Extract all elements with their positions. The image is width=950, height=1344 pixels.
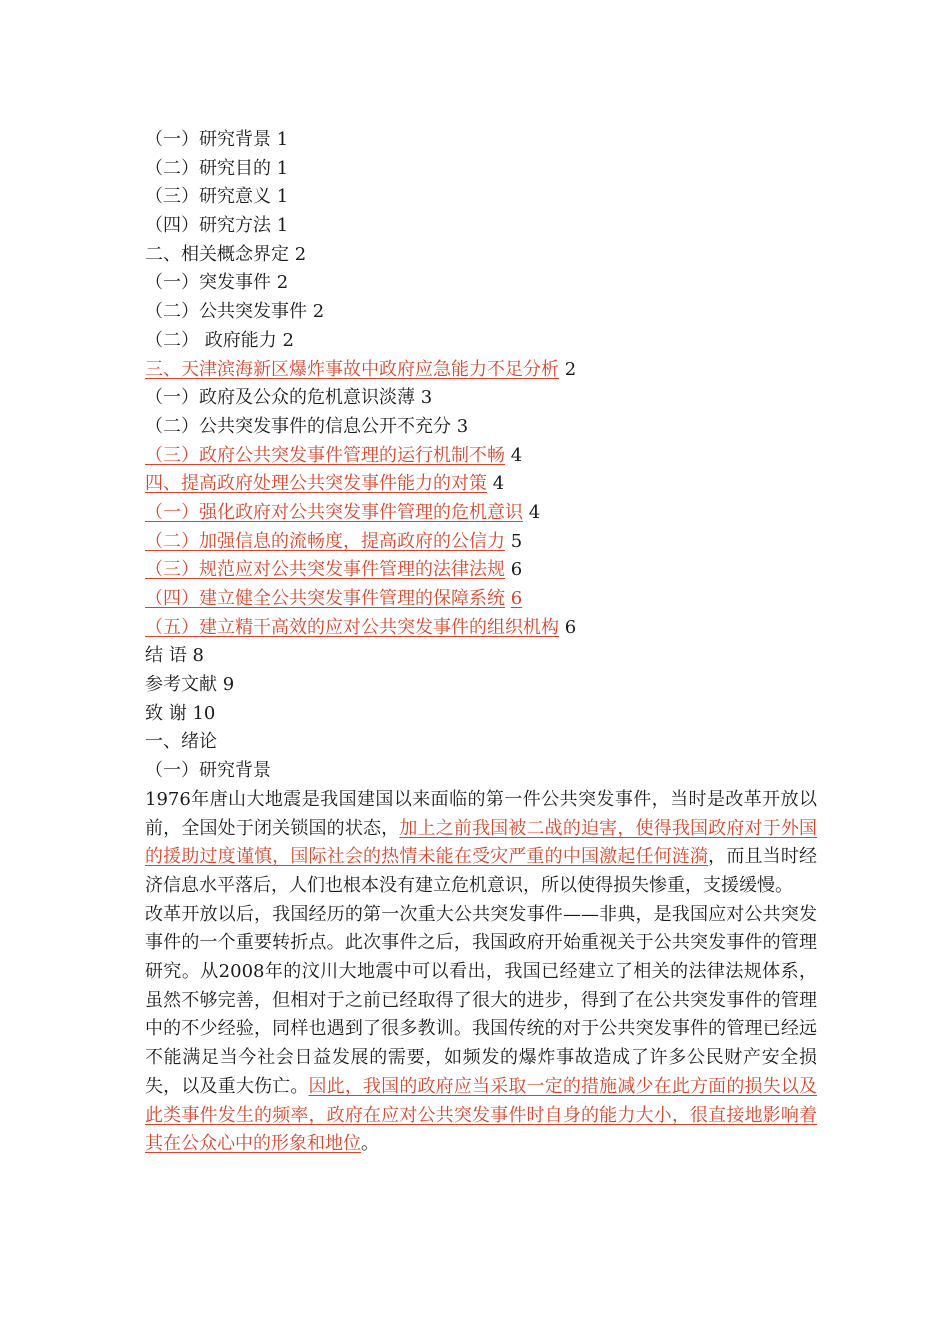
toc-entry[interactable] (145, 528, 817, 557)
body-text (145, 786, 817, 1159)
toc-entry-label: （二）加强信息的流畅度，提高政府的公信力 (145, 530, 505, 552)
toc-entry-page: 2 (276, 272, 289, 294)
toc-entry-page: 1 (276, 186, 289, 208)
toc-entry[interactable] (145, 356, 817, 385)
toc-entry-label: （一）突发事件 (145, 272, 271, 294)
toc-entry[interactable] (145, 700, 817, 729)
toc-entry-label: （三）政府公共突发事件管理的运行机制不畅 (145, 444, 505, 466)
toc-entry-label: （一）强化政府对公共突发事件管理的危机意识 (145, 501, 523, 523)
table-of-contents (145, 126, 817, 728)
toc-entry[interactable] (145, 298, 817, 327)
toc-entry-label: 二、相关概念界定 (145, 243, 289, 265)
paragraph (145, 901, 817, 1159)
section-heading: （一）研究背景 (145, 760, 271, 782)
paragraph (145, 786, 817, 901)
toc-entry-label: （四）研究方法 (145, 215, 271, 237)
toc-entry-page: 10 (192, 702, 216, 724)
toc-entry-page: 5 (510, 530, 523, 552)
toc-entry[interactable] (145, 556, 817, 585)
toc-entry[interactable] (145, 642, 817, 671)
toc-entry-page: 2 (564, 358, 577, 380)
toc-entry-page: 3 (420, 387, 433, 409)
chapter-heading: 一、绪论 (145, 731, 217, 753)
highlighted-text: 加上之前我国被二战的迫害，使得我国政府对于外国的援助过度谨慎，国际社会的热情未能在受灾严重的中国激起任何涟漪 (145, 817, 818, 868)
highlighted-text: 因此，我国的政府应当采取一定的措施减少在此方面的损失以及此类事件发生的频率，政府在应对公共突发事件时自身的能力大小，很直接地影响着其在公众心中的形象和地位 (145, 1075, 817, 1155)
toc-entry[interactable] (145, 183, 817, 212)
toc-entry-page: 3 (456, 415, 469, 437)
toc-entry-label: 参考文献 (145, 674, 217, 696)
toc-entry-page: 8 (192, 645, 204, 667)
toc-entry[interactable] (145, 499, 817, 528)
toc-entry-label: （二）研究目的 (145, 157, 271, 179)
document-page (145, 126, 817, 1159)
toc-entry-label: 四、提高政府处理公共突发事件能力的对策 (145, 473, 487, 495)
toc-entry-page: 4 (528, 501, 541, 523)
toc-entry-label: 结 语 (145, 645, 187, 667)
text-segment: 改革开放以后，我国经历的第一次重大公共突发事件——非典，是我国应对公共突发事件的一个重要转折点。此次事件之后，我国政府开始重视关于公共突发事件的管理研究。从2008年的汶川大地震中可以看出，我国已经建立了相关的法律法规体系，虽然不够完善，但相对于之前已经取得了很大的进步，得到了在公共突发事件的管理中的不少经验，同样也遇到了很多教训。我国传统的对于公共突发事件的管理已经远不能满足当今社会日益发展的需要，如频发的爆炸事故造成了许多公民财产安全损失，以及重大伤亡。 (145, 903, 817, 1097)
toc-entry[interactable] (145, 327, 817, 356)
toc-entry-page: 1 (276, 215, 289, 237)
text-segment: ，而且当时经济信息水平落后，人们也根本没有建立危机意识，所以使得损失惨重，支援缓慢。 (145, 846, 818, 896)
toc-entry-page: 6 (510, 588, 523, 609)
toc-entry-label: （二） 政府能力 (145, 329, 277, 351)
toc-entry-page: 1 (276, 129, 289, 150)
toc-entry-page: 4 (492, 473, 505, 495)
toc-entry-label: （四）建立健全公共突发事件管理的保障系统 (145, 588, 505, 609)
toc-entry-page: 2 (312, 301, 325, 323)
toc-entry-label: （三）研究意义 (145, 186, 271, 208)
toc-entry-label: （五）建立精干高效的应对公共突发事件的组织机构 (145, 616, 559, 638)
toc-entry[interactable] (145, 241, 817, 270)
toc-entry[interactable] (145, 585, 817, 614)
toc-entry-page: 9 (222, 674, 235, 696)
toc-entry[interactable] (145, 155, 817, 184)
toc-entry[interactable] (145, 470, 817, 499)
text-segment: 1976年唐山大地震是我国建国以来面临的第一件公共突发事件，当时是改革开放以前，全国处于闭关锁国的状态， (145, 788, 817, 839)
toc-entry[interactable] (145, 442, 817, 471)
toc-entry-page: 1 (276, 157, 289, 179)
toc-entry-label: （一）政府及公众的危机意识淡薄 (145, 387, 415, 409)
toc-entry-page: 6 (510, 559, 523, 581)
toc-entry-label: （一）研究背景 (145, 129, 271, 150)
toc-entry-page: 6 (564, 616, 577, 638)
toc-entry-label: （二）公共突发事件 (145, 301, 307, 323)
toc-entry-label: 三、天津滨海新区爆炸事故中政府应急能力不足分析 (145, 358, 559, 380)
toc-entry-label: （三）规范应对公共突发事件管理的法律法规 (145, 559, 505, 581)
toc-entry[interactable] (145, 384, 817, 413)
toc-entry-page: 2 (282, 329, 294, 351)
toc-entry-label: （二）公共突发事件的信息公开不充分 (145, 415, 451, 437)
toc-entry-label: 致 谢 (145, 702, 187, 724)
toc-entry[interactable] (145, 269, 817, 298)
text-segment: 。 (361, 1133, 379, 1155)
toc-entry[interactable] (145, 614, 817, 643)
toc-entry[interactable] (145, 413, 817, 442)
toc-entry-page: 4 (510, 444, 523, 466)
toc-entry[interactable] (145, 126, 817, 155)
toc-entry-page: 2 (294, 243, 307, 265)
toc-entry[interactable] (145, 212, 817, 241)
toc-entry[interactable] (145, 671, 817, 700)
